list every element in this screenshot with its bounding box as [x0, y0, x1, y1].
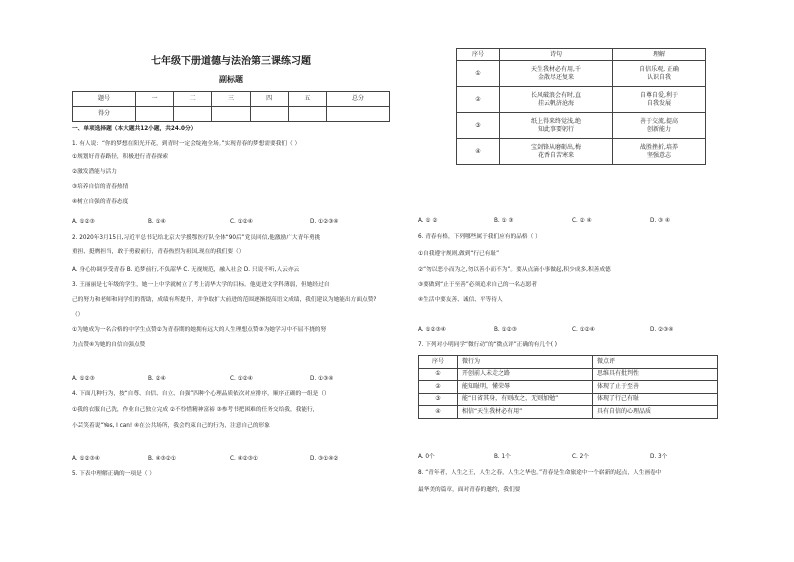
action-row [419, 381, 718, 394]
action-row [419, 368, 718, 381]
q4-line: 小芸笑着说“Yes, I can! ④在公共场所，我会约束自己的行为，注意自己的形象 [72, 423, 270, 429]
poem-no: ③ [457, 113, 500, 139]
score-header-cell: 四 [250, 92, 288, 107]
action-row [419, 406, 718, 419]
action-comment: 具有自信的心理品质 [593, 406, 718, 419]
action-comment: 思维具有批判性 [593, 368, 718, 381]
action-row [419, 393, 718, 406]
q1-item: ③培养自信的青春热情 [72, 184, 129, 190]
poem-text-line: 金散尽还复来 [537, 73, 574, 81]
score-cell[interactable] [174, 107, 212, 122]
score-cell[interactable] [250, 107, 288, 122]
action-table [418, 355, 718, 419]
poem-meaning [613, 139, 706, 165]
score-header-cell: 一 [136, 92, 174, 107]
option[interactable]: A. ①②③④ [418, 327, 446, 333]
poem-row [457, 87, 706, 113]
action-no: ① [419, 368, 458, 381]
option[interactable]: C. ①②④ [572, 327, 595, 333]
action-header-cell: 微行为 [458, 356, 593, 369]
q6-item: ①自我遵守规则,做到“行已有耻” [418, 251, 500, 257]
q5-options [418, 217, 718, 225]
action-no: ② [419, 381, 458, 394]
score-cell[interactable] [212, 107, 250, 122]
option[interactable]: C. ①②④ [230, 219, 253, 225]
poem-text-line: 宝剑锋从磨砺出,梅 [531, 143, 581, 151]
q3-options [72, 375, 390, 383]
action-text: 能“日省其身，有则改之，无则加勉” [458, 393, 593, 406]
poem-text [500, 139, 613, 165]
action-text: 相信“天生我材必有用” [458, 406, 593, 419]
option[interactable]: A. ①②③ [72, 219, 95, 225]
poem-meaning-line: 自尊自爱,利于 [640, 91, 678, 99]
option[interactable]: A. 0个 [418, 454, 435, 460]
q1-stem: 1. 有人说：“你的梦想在阳光开花，到青时一定会绽袍全场。”实现青春的梦想需要我们（ ） [72, 141, 301, 147]
poem-meaning-line: 战胜挫折,培养 [640, 143, 678, 151]
poem-meaning [613, 87, 706, 113]
option[interactable]: A. ①②③④ [72, 456, 100, 462]
poem-meaning-line: 善于交流,提高 [640, 117, 678, 125]
option[interactable]: B. ①②③ [494, 327, 517, 333]
q1-item: ①规划好青春路径，积极进行青春探索 [72, 154, 169, 160]
option[interactable]: C. ①②④ [230, 376, 253, 382]
score-header-row [73, 92, 390, 107]
q2-line: 2. 2020年3月15日,习近平总书记给北京大学援鄂医疗队全体“90后”党员回信,他激励广大青年勇挑 [72, 235, 321, 241]
poem-header-cell: 诗句 [500, 49, 613, 61]
option[interactable]: B. ① ③ [494, 218, 514, 224]
poem-meaning [613, 61, 706, 87]
poem-header-cell: 序号 [457, 49, 500, 61]
poem-no: ① [457, 61, 500, 87]
q3-line: 3. 王丽丽是七年级的学生，她一上中学就树立了考上清华大学的目标。他更进文学科薄弱，但她经过自 [72, 282, 330, 288]
poem-text-line: 纸上得来终觉浅,绝 [531, 117, 581, 125]
section-heading: 一、单项选择题（本大题共12小题，共24.0分） [72, 126, 197, 132]
poem-meaning-line: 自我发展 [646, 99, 671, 107]
option[interactable]: D. ③①④② [310, 456, 339, 462]
poem-no: ② [457, 87, 500, 113]
option[interactable]: C. 2个 [572, 454, 589, 460]
option[interactable]: A. ① ② [418, 218, 438, 224]
q3-line: ①为她成为一名合格的中学生点赞②为青春期的她拥有远大的人生理想点赞③为她学习中不屈不挠的努 [72, 327, 327, 333]
q1-options [72, 218, 390, 226]
score-header-cell: 三 [212, 92, 250, 107]
poem-row [457, 61, 706, 87]
score-cell[interactable] [327, 107, 390, 122]
poem-text [500, 113, 613, 139]
page-subtitle: 副标题 [219, 75, 243, 84]
action-comment: 体现了止于至善 [593, 381, 718, 394]
poem-header-row [457, 49, 706, 61]
q5-stem: 5. 下表中理解正确的一项是（ ） [72, 471, 155, 477]
poem-text-line: 天生我材必有用,千 [531, 65, 581, 73]
score-header-cell: 五 [288, 92, 326, 107]
option[interactable]: D. ③ ④ [650, 218, 671, 224]
q7-stem: 7. 下列对小明同学“微行动”的“微点评”正确的有几个( ) [418, 342, 558, 348]
q2-options: A. 身心协调享受青春 B. 追梦前行,不负韶华 C. 无视规范，融入社会 D. 只说不听,人云亦云 [72, 267, 300, 273]
poem-table [456, 48, 706, 165]
option[interactable]: D. ②③④ [650, 327, 674, 333]
poem-header-cell: 理解 [613, 49, 706, 61]
action-header-cell: 序号 [419, 356, 458, 369]
q8-line: 8. “青年者，人生之王，人生之春，人生之华也。”青春是生命旅途中一个崭新的起点，人生画卷中 [418, 470, 662, 476]
poem-text [500, 61, 613, 87]
action-no: ③ [419, 393, 458, 406]
page-title: 七年级下册道德与法治第三课练习题 [151, 56, 311, 67]
score-header-cell: 总分 [327, 92, 390, 107]
poem-row [457, 139, 706, 165]
action-header-row [419, 356, 718, 369]
action-no: ④ [419, 406, 458, 419]
q3-line: 力点赞④为她的自信自强点赞 [72, 342, 146, 348]
q6-item: ③要做到“止于至善”必须追求自己的一名志愿者 [418, 282, 538, 288]
poem-text-line: 挂云帆济沧海 [537, 99, 574, 107]
action-text: 开创前人未走之路 [458, 368, 593, 381]
score-row-label: 得分 [73, 107, 136, 122]
q4-options [72, 455, 390, 463]
action-comment: 体现了行己有耻 [593, 393, 718, 406]
q7-options [418, 453, 718, 461]
poem-meaning-line: 坚强意志 [646, 151, 671, 159]
action-header-cell: 微点评 [593, 356, 718, 369]
q4-line: 4. 下面几种行为，按“自尊、自信、自立、自强”四种个心理品质依次对应排序，顺序正确的一组是（） [72, 391, 330, 397]
q1-item: ②激发潜能与活力 [72, 169, 117, 175]
score-row [73, 107, 390, 122]
score-cell[interactable] [288, 107, 326, 122]
q8-line: 最华美的篇章，面对青春的邀约，我们要 [418, 487, 521, 493]
option[interactable]: C. ④②③① [230, 456, 258, 462]
score-header-cell: 二 [174, 92, 212, 107]
poem-row [457, 113, 706, 139]
q6-stem: 6. 青春有格，下列哪些属于我们应有的品格（ ） [418, 234, 541, 240]
poem-text [500, 87, 613, 113]
option[interactable]: B. ②④ [148, 376, 166, 382]
option[interactable]: B. ①④ [148, 219, 166, 225]
poem-no: ④ [457, 139, 500, 165]
score-header-cell: 题号 [73, 92, 136, 107]
q3-line: （） [72, 312, 84, 318]
option[interactable]: D. ①③④ [310, 376, 334, 382]
poem-meaning-line: 创新能力 [646, 125, 671, 133]
poem-meaning [613, 113, 706, 139]
poem-text-line: 长风破浪会有时,直 [531, 91, 581, 99]
poem-meaning-line: 认识自我 [646, 73, 671, 81]
action-text: 能知耻明，懂荣辱 [458, 381, 593, 394]
q1-item: ④树立自强的青春态度 [72, 199, 129, 205]
option[interactable]: B. ④③②① [148, 456, 176, 462]
score-table [72, 91, 390, 122]
poem-text-line: 花香自苦寒来 [537, 151, 574, 159]
q6-options [418, 326, 718, 334]
q6-item: ②“勿以恶小而为之,勿以善小而不为”。要从点滴小事做起,积少成多,积善成德 [418, 267, 611, 273]
option[interactable]: D. 3个 [650, 454, 668, 460]
q4-line: ①我的衣服自己洗，作业自己独立完成 ②不怜惜精神富裕 ③参考书把困难的任务交给我，我能行， [72, 407, 319, 413]
q6-item: ④生活中要友善、诚信、平等待人 [418, 297, 503, 303]
option[interactable]: D. ①②③④ [310, 219, 339, 225]
q3-line: 己的努力和老师和同学们的帮助，成绩有所提升，并争取扩大前进的范围逐渐提高语文成绩，我们建议为她能出方面点赞? [72, 297, 377, 303]
option[interactable]: A. ①②③ [72, 376, 95, 382]
score-cell[interactable] [136, 107, 174, 122]
option[interactable]: B. 1个 [494, 454, 511, 460]
poem-text-line: 知此事要躬行 [537, 125, 574, 133]
option[interactable]: C. ② ④ [572, 218, 592, 224]
q2-line: 重担、挺膺担当，敢于勇毅前行，青春热烈为祖国,现在的我们要（） [72, 249, 245, 255]
poem-meaning-line: 自信乐观, 正确 [639, 65, 679, 73]
